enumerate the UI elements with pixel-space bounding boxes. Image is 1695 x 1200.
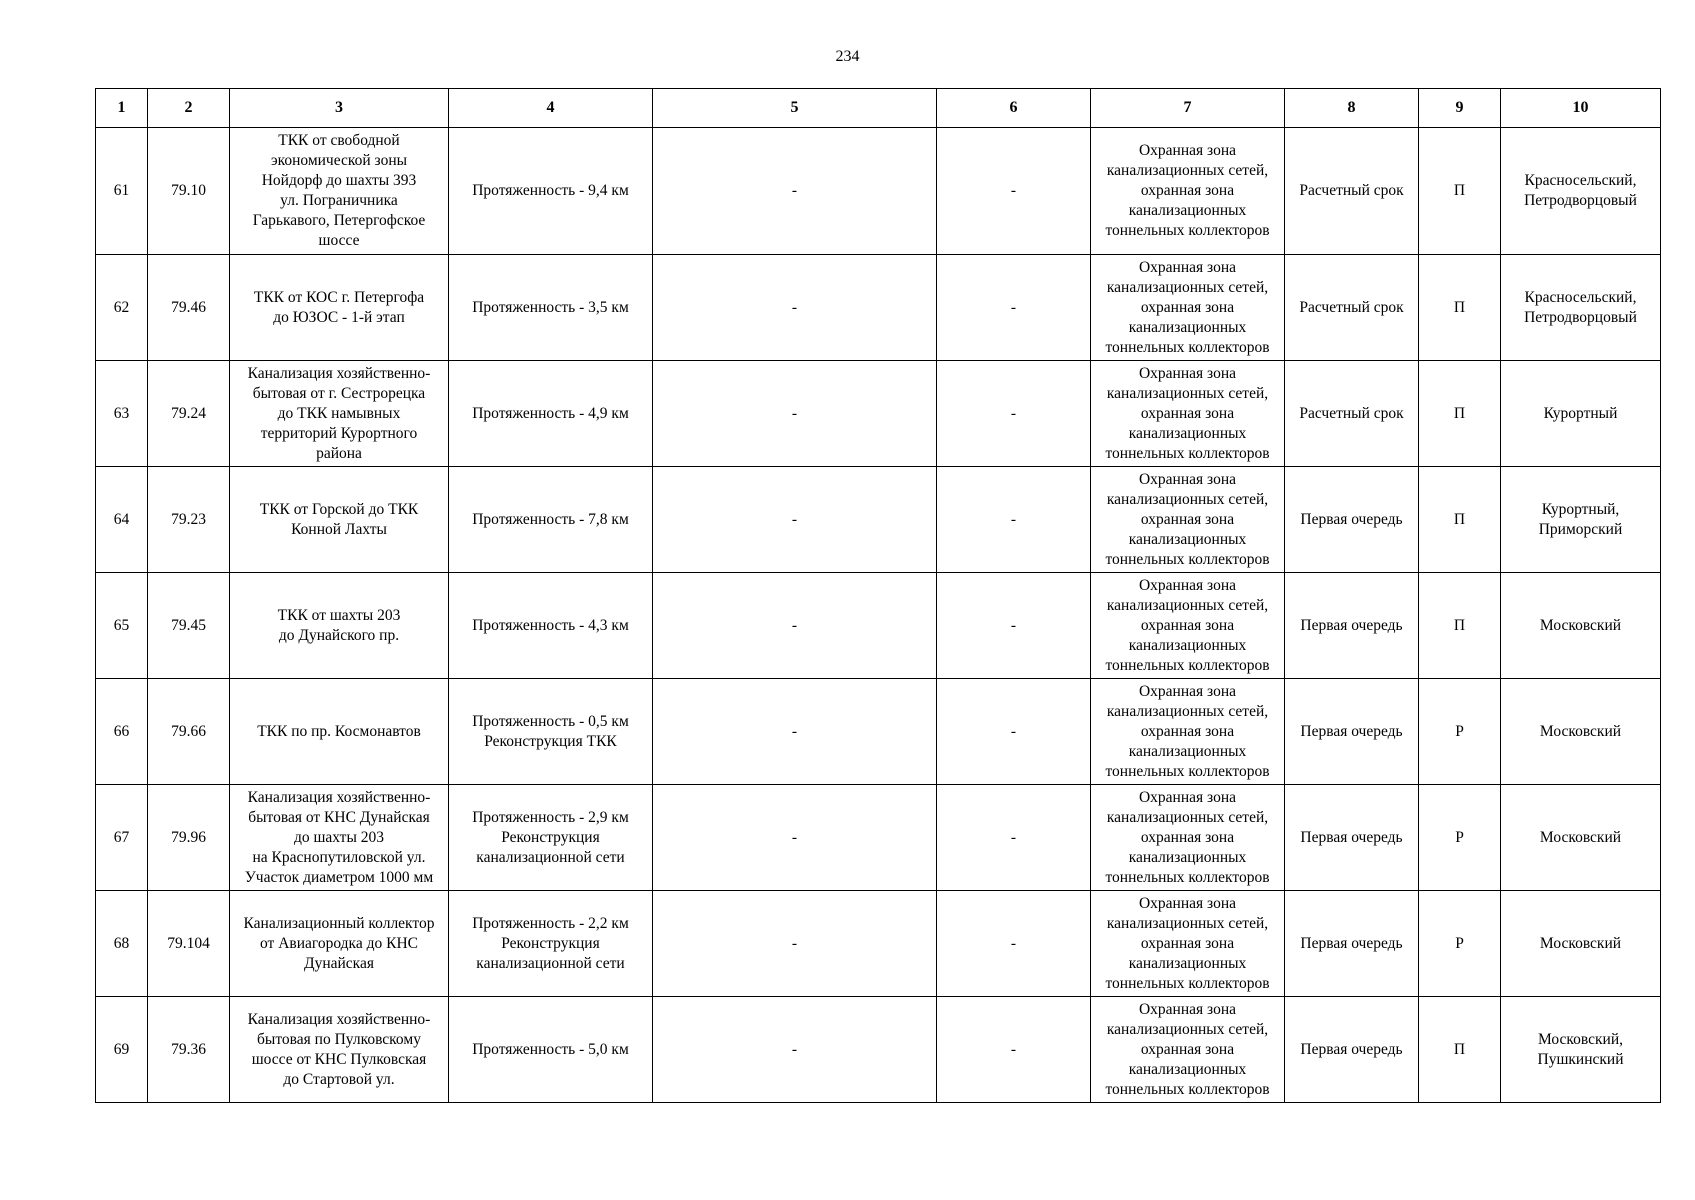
district: Московский, Пушкинский xyxy=(1501,997,1661,1103)
object-name: Канализация хозяйственно- бытовая от КНС Дунайская до шахты 203 на Краснопутиловской ул. Участок диаметром 1000 мм xyxy=(230,785,449,891)
row-number: 61 xyxy=(96,128,148,255)
object-type: Р xyxy=(1419,679,1501,785)
implementation-term: Первая очередь xyxy=(1285,573,1419,679)
object-name: ТКК от КОС г. Петергофа до ЮЗОС - 1-й этап xyxy=(230,255,449,361)
column-5-value: - xyxy=(653,891,937,997)
column-header: 3 xyxy=(230,89,449,128)
object-type: Р xyxy=(1419,891,1501,997)
object-name: Канализация хозяйственно- бытовая по Пулковскому шоссе от КНС Пулковская до Стартовой ул. xyxy=(230,997,449,1103)
object-type: П xyxy=(1419,997,1501,1103)
object-code: 79.10 xyxy=(148,128,230,255)
implementation-term: Первая очередь xyxy=(1285,679,1419,785)
object-length: Протяженность - 4,9 км xyxy=(449,361,653,467)
column-6-value: - xyxy=(937,361,1091,467)
column-6-value: - xyxy=(937,573,1091,679)
table-row xyxy=(96,997,1661,1103)
object-name: Канализация хозяйственно- бытовая от г. Сестрорецка до ТКК намывных территорий Курортного района xyxy=(230,361,449,467)
implementation-term: Первая очередь xyxy=(1285,785,1419,891)
protection-zone: Охранная зона канализационных сетей, охранная зона канализационных тоннельных коллекторов xyxy=(1091,128,1285,255)
column-6-value: - xyxy=(937,997,1091,1103)
object-length: Протяженность - 3,5 км xyxy=(449,255,653,361)
column-6-value: - xyxy=(937,891,1091,997)
district: Московский xyxy=(1501,573,1661,679)
column-header: 7 xyxy=(1091,89,1285,128)
header-row xyxy=(96,89,1661,128)
protection-zone: Охранная зона канализационных сетей, охранная зона канализационных тоннельных коллекторов xyxy=(1091,997,1285,1103)
object-length: Протяженность - 5,0 км xyxy=(449,997,653,1103)
implementation-term: Первая очередь xyxy=(1285,997,1419,1103)
district: Курортный xyxy=(1501,361,1661,467)
object-length: Протяженность - 4,3 км xyxy=(449,573,653,679)
protection-zone: Охранная зона канализационных сетей, охранная зона канализационных тоннельных коллекторов xyxy=(1091,361,1285,467)
object-code: 79.36 xyxy=(148,997,230,1103)
implementation-term: Первая очередь xyxy=(1285,891,1419,997)
object-code: 79.66 xyxy=(148,679,230,785)
district: Курортный, Приморский xyxy=(1501,467,1661,573)
row-number: 64 xyxy=(96,467,148,573)
column-5-value: - xyxy=(653,128,937,255)
implementation-term: Первая очередь xyxy=(1285,467,1419,573)
object-type: П xyxy=(1419,128,1501,255)
district: Московский xyxy=(1501,679,1661,785)
column-5-value: - xyxy=(653,679,937,785)
table-row xyxy=(96,361,1661,467)
table-row xyxy=(96,891,1661,997)
object-code: 79.24 xyxy=(148,361,230,467)
row-number: 69 xyxy=(96,997,148,1103)
object-code: 79.104 xyxy=(148,891,230,997)
protection-zone: Охранная зона канализационных сетей, охранная зона канализационных тоннельных коллекторов xyxy=(1091,467,1285,573)
object-name: ТКК от Горской до ТКК Конной Лахты xyxy=(230,467,449,573)
column-header: 5 xyxy=(653,89,937,128)
row-number: 63 xyxy=(96,361,148,467)
row-number: 65 xyxy=(96,573,148,679)
column-6-value: - xyxy=(937,785,1091,891)
column-header: 4 xyxy=(449,89,653,128)
district: Московский xyxy=(1501,785,1661,891)
object-length: Протяженность - 2,9 км Реконструкция канализационной сети xyxy=(449,785,653,891)
object-type: П xyxy=(1419,573,1501,679)
object-name: ТКК от шахты 203 до Дунайского пр. xyxy=(230,573,449,679)
column-header: 8 xyxy=(1285,89,1419,128)
column-6-value: - xyxy=(937,679,1091,785)
column-5-value: - xyxy=(653,997,937,1103)
object-name: ТКК от свободной экономической зоны Нойдорф до шахты 393 ул. Пограничника Гарькавого, Петергофское шоссе xyxy=(230,128,449,255)
column-6-value: - xyxy=(937,467,1091,573)
object-name: ТКК по пр. Космонавтов xyxy=(230,679,449,785)
implementation-term: Расчетный срок xyxy=(1285,255,1419,361)
object-length: Протяженность - 7,8 км xyxy=(449,467,653,573)
row-number: 66 xyxy=(96,679,148,785)
object-type: П xyxy=(1419,361,1501,467)
object-code: 79.23 xyxy=(148,467,230,573)
protection-zone: Охранная зона канализационных сетей, охранная зона канализационных тоннельных коллекторов xyxy=(1091,679,1285,785)
column-6-value: - xyxy=(937,255,1091,361)
table-row xyxy=(96,679,1661,785)
table-row xyxy=(96,255,1661,361)
table-row xyxy=(96,573,1661,679)
page-number: 234 xyxy=(835,48,860,65)
protection-zone: Охранная зона канализационных сетей, охранная зона канализационных тоннельных коллекторов xyxy=(1091,255,1285,361)
protection-zone: Охранная зона канализационных сетей, охранная зона канализационных тоннельных коллекторов xyxy=(1091,785,1285,891)
column-5-value: - xyxy=(653,361,937,467)
column-5-value: - xyxy=(653,785,937,891)
column-header: 1 xyxy=(96,89,148,128)
column-header: 9 xyxy=(1419,89,1501,128)
row-number: 68 xyxy=(96,891,148,997)
object-code: 79.46 xyxy=(148,255,230,361)
table-row xyxy=(96,128,1661,255)
object-length: Протяженность - 9,4 км xyxy=(449,128,653,255)
column-header: 10 xyxy=(1501,89,1661,128)
column-5-value: - xyxy=(653,467,937,573)
protection-zone: Охранная зона канализационных сетей, охранная зона канализационных тоннельных коллекторов xyxy=(1091,573,1285,679)
column-6-value: - xyxy=(937,128,1091,255)
row-number: 62 xyxy=(96,255,148,361)
column-5-value: - xyxy=(653,573,937,679)
implementation-term: Расчетный срок xyxy=(1285,128,1419,255)
column-header: 2 xyxy=(148,89,230,128)
object-name: Канализационный коллектор от Авиагородка до КНС Дунайская xyxy=(230,891,449,997)
object-code: 79.96 xyxy=(148,785,230,891)
object-code: 79.45 xyxy=(148,573,230,679)
registry-table xyxy=(95,88,1661,1103)
object-type: П xyxy=(1419,255,1501,361)
column-5-value: - xyxy=(653,255,937,361)
row-number: 67 xyxy=(96,785,148,891)
district: Красносельский, Петродворцовый xyxy=(1501,255,1661,361)
object-type: Р xyxy=(1419,785,1501,891)
implementation-term: Расчетный срок xyxy=(1285,361,1419,467)
object-length: Протяженность - 0,5 км Реконструкция ТКК xyxy=(449,679,653,785)
district: Красносельский, Петродворцовый xyxy=(1501,128,1661,255)
table-row xyxy=(96,785,1661,891)
object-length: Протяженность - 2,2 км Реконструкция канализационной сети xyxy=(449,891,653,997)
protection-zone: Охранная зона канализационных сетей, охранная зона канализационных тоннельных коллекторов xyxy=(1091,891,1285,997)
table-row xyxy=(96,467,1661,573)
district: Московский xyxy=(1501,891,1661,997)
object-type: П xyxy=(1419,467,1501,573)
column-header: 6 xyxy=(937,89,1091,128)
